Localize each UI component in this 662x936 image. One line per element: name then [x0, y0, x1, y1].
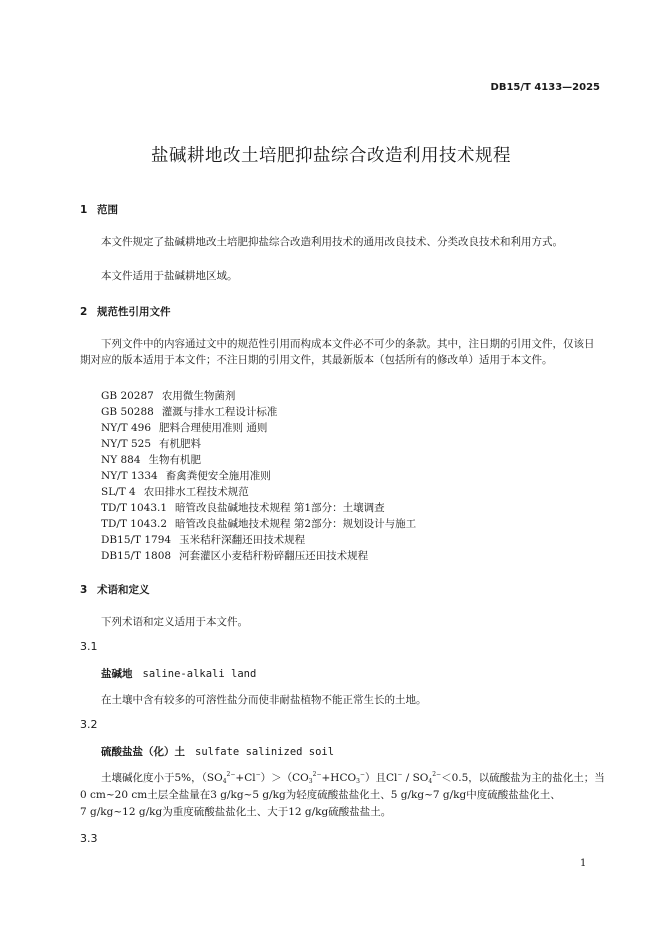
- definition-text: ）且Cl: [364, 772, 398, 784]
- reference-item: [101, 532, 305, 547]
- superscript: −: [397, 771, 403, 778]
- section-3-heading: [80, 582, 150, 597]
- subscript: 4: [222, 778, 227, 785]
- paragraph-text: 本文件规定了盐碱耕地改土培肥抑盐综合改造利用技术的通用改良技术、分类改良技术和利用方式。: [101, 236, 563, 248]
- section-number: 1: [80, 204, 88, 216]
- section-number: 3: [80, 584, 88, 596]
- reference-title: 畜禽粪便安全施用准则: [165, 470, 271, 482]
- reference-title: 暗管改良盐碱地技术规程 第1部分：土壤调查: [175, 502, 385, 514]
- reference-title: 肥料合理使用准则 通则: [159, 422, 268, 434]
- page-number: 1: [580, 858, 587, 869]
- superscript: −: [359, 771, 365, 778]
- reference-item: [101, 452, 201, 467]
- term-chinese: 硫酸盐盐（化）土: [101, 746, 185, 758]
- term-heading: [101, 744, 334, 759]
- reference-code: GB 20287: [101, 390, 154, 402]
- definition-text: 土壤碱化度小于5%，（SO: [101, 772, 223, 784]
- reference-item: [101, 548, 368, 563]
- document-title: 盐碱耕地改土培肥抑盐综合改造利用技术规程: [151, 146, 511, 166]
- terms-intro: 下列术语和定义适用于本文件。: [101, 616, 248, 628]
- reference-title: 有机肥料: [159, 438, 202, 450]
- reference-code: GB 50288: [101, 406, 154, 418]
- reference-item: [101, 468, 271, 483]
- reference-title: 灌溉与排水工程设计标准: [161, 406, 278, 418]
- section-number: 2: [80, 306, 88, 318]
- term-number: 3.2: [80, 718, 98, 731]
- reference-code: DB15/T 1794: [101, 534, 172, 546]
- reference-code: SL/T 4: [101, 486, 136, 498]
- reference-title: 河套灌区小麦秸秆粉碎翻压还田技术规程: [179, 550, 369, 562]
- section-title: 术语和定义: [97, 584, 150, 596]
- term-heading: [101, 666, 256, 681]
- reference-title: 暗管改良盐碱地技术规程 第2部分：规划设计与施工: [175, 518, 417, 530]
- reference-item: [101, 484, 249, 499]
- reference-title: 生物有机肥: [148, 454, 201, 466]
- term-number: 3.1: [80, 640, 98, 653]
- superscript: 2−: [226, 771, 236, 778]
- scope-paragraph-1: [80, 234, 600, 250]
- document-code: DB15/T 4133—2025: [490, 82, 600, 93]
- reference-item: [101, 404, 277, 419]
- reference-code: NY/T 496: [101, 422, 152, 434]
- reference-code: NY/T 525: [101, 438, 152, 450]
- definition-text: ）＞（CO: [260, 772, 309, 784]
- section-title: 范围: [97, 204, 118, 216]
- reference-code: DB15/T 1808: [101, 550, 172, 562]
- normative-references-intro: [80, 336, 600, 368]
- subscript: 3: [308, 778, 313, 785]
- paragraph-text: 本文件适用于盐碱耕地区域。: [101, 270, 238, 282]
- subscript: 3: [356, 778, 360, 785]
- reference-item: [101, 516, 416, 531]
- reference-code: TD/T 1043.2: [101, 518, 168, 530]
- section-title: 规范性引用文件: [97, 306, 171, 318]
- reference-item: [101, 388, 235, 403]
- term-definition-line-1: [101, 770, 605, 785]
- superscript: −: [255, 771, 261, 778]
- definition-text: / SO: [402, 772, 429, 784]
- reference-title: 农用微生物菌剂: [161, 390, 236, 402]
- paragraph-text: 下列文件中的内容通过文中的规范性引用而构成本文件必不可少的条款。其中，注日期的引用文件，仅该日期对应的版本适用于本文件；不注日期的引用文件，其最新版本（包括所有的修改单）适用于本文件。: [80, 338, 595, 366]
- reference-code: TD/T 1043.1: [101, 502, 168, 514]
- section-1-heading: [80, 202, 118, 217]
- term-chinese: 盐碱地: [101, 668, 133, 680]
- definition-text: +HCO: [321, 772, 357, 784]
- term-english: sulfate salinized soil: [195, 746, 335, 758]
- definition-text: +Cl: [235, 772, 256, 784]
- term-definition-line-2: 0 cm~20 cm土层全盐量在3 g/kg~5 g/kg为轻度硫酸盐盐化土、5 g/kg~7 g/kg中度硫酸盐盐化土、: [80, 789, 561, 801]
- reference-title: 农田排水工程技术规范: [143, 486, 249, 498]
- term-definition: 在土壤中含有较多的可溶性盐分而使非耐盐植物不能正常生长的土地。: [101, 694, 427, 706]
- term-english: saline-alkali land: [142, 668, 257, 680]
- section-2-heading: [80, 304, 171, 319]
- reference-item: [101, 436, 201, 451]
- term-number: 3.3: [80, 832, 98, 845]
- reference-code: NY/T 1334: [101, 470, 158, 482]
- reference-code: NY 884: [101, 454, 141, 466]
- term-definition-line-3: 7 g/kg~12 g/kg为重度硫酸盐盐化土、大于12 g/kg硫酸盐盐土。: [80, 806, 392, 818]
- subscript: 4: [428, 778, 433, 785]
- reference-item: [101, 420, 267, 435]
- reference-item: [101, 500, 385, 515]
- reference-title: 玉米秸秆深翻还田技术规程: [179, 534, 306, 546]
- superscript: 2−: [312, 771, 322, 778]
- superscript: 2−: [432, 771, 442, 778]
- definition-text: ＜0.5，以硫酸盐为主的盐化土；当: [441, 772, 605, 784]
- scope-paragraph-2: [80, 268, 600, 284]
